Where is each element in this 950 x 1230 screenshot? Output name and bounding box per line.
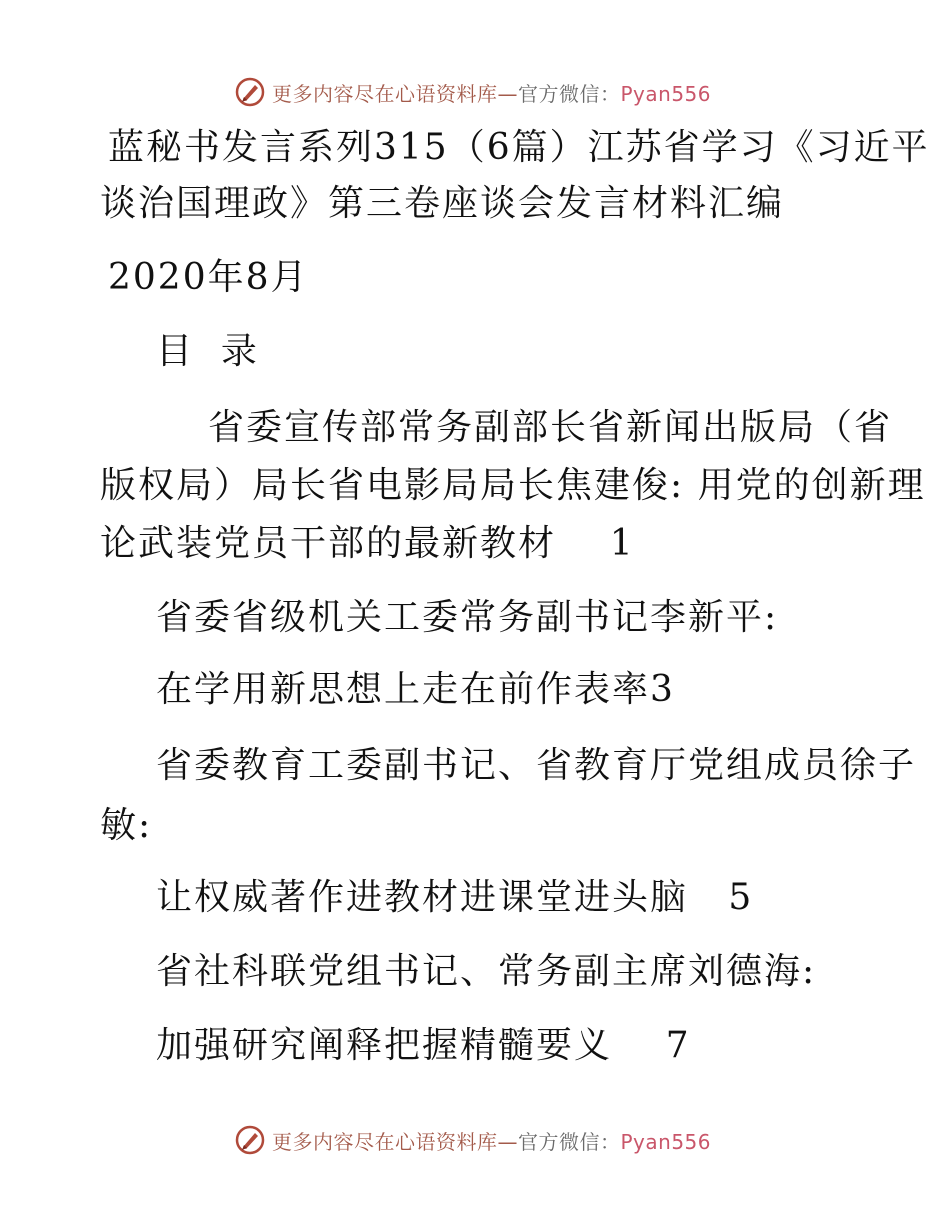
toc-entry-1-line-3: 论武装党员干部的最新教材 1 [100, 523, 635, 564]
doc-title-line-2: 谈治国理政》第三卷座谈会发言材料汇编 [100, 183, 785, 224]
pen-logo-icon [234, 1124, 266, 1156]
toc-entry-2-line-1: 省委省级机关工委常务副书记李新平: [156, 597, 779, 638]
doc-title-line-1: 蓝秘书发言系列315（6篇）江苏省学习《习近平 [108, 127, 930, 168]
banner-text [272, 78, 711, 107]
toc-entry-4-line-1: 省社科联党组书记、常务副主席刘德海: [156, 951, 817, 992]
toc-entry-1-line-2: 版权局）局长省电影局局长焦建俊: 用党的创新理 [100, 465, 926, 506]
banner-wechat-label: 官方微信： [518, 1130, 621, 1154]
footer-banner [0, 1120, 950, 1160]
banner-wechat-label: 官方微信： [518, 82, 621, 106]
toc-entry-3-line-2: 敏: [100, 805, 153, 846]
toc-entry-2-line-2: 在学用新思想上走在前作表率3 [156, 669, 675, 710]
toc-entry-3-line-1: 省委教育工委副书记、省教育厅党组成员徐子 [156, 745, 917, 786]
toc-entry-4-line-2: 加强研究阐释把握精髓要义 7 [156, 1025, 691, 1066]
toc-heading: 目 录 [156, 331, 259, 372]
banner-wechat-id: Pyan556 [620, 1130, 712, 1154]
banner-wechat-id: Pyan556 [620, 82, 712, 106]
pen-logo-icon [234, 76, 266, 108]
banner-main-text: 更多内容尽在心语资料库— [272, 82, 518, 106]
toc-entry-3-line-3: 让权威著作进教材进课堂进头脑 5 [156, 877, 754, 918]
banner-main-text: 更多内容尽在心语资料库— [272, 1130, 518, 1154]
toc-entry-1-line-1: 省委宣传部常务副部长省新闻出版局（省 [208, 407, 893, 448]
header-banner [0, 72, 950, 112]
banner-text [272, 1126, 711, 1155]
doc-date: 2020年8月 [108, 257, 309, 298]
